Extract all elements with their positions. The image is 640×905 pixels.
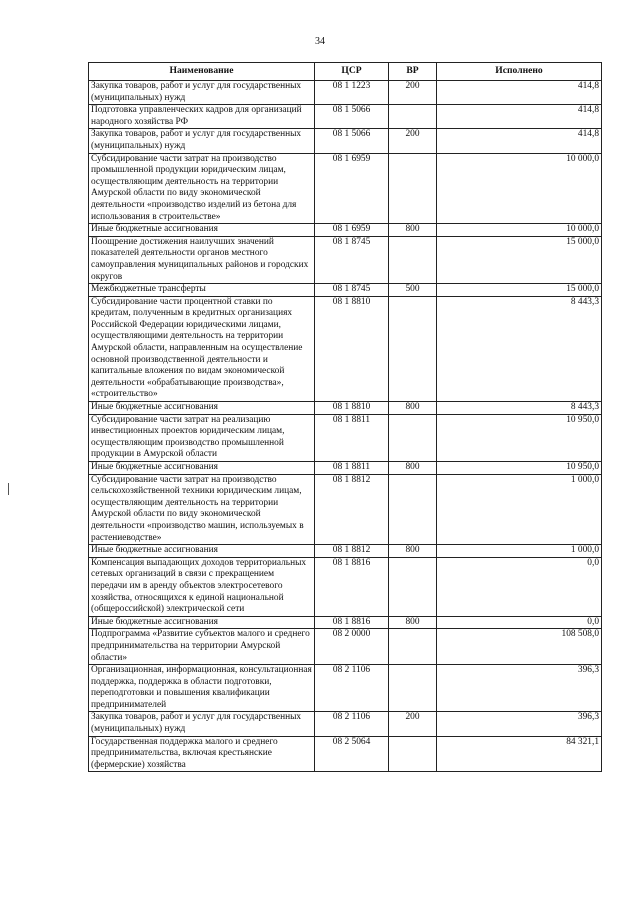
header-name: Наименование [89, 63, 315, 81]
cell-vr: 500 [389, 284, 437, 297]
header-vr: ВР [389, 63, 437, 81]
cell-vr [389, 414, 437, 461]
table-row [89, 462, 602, 475]
cell-name: Закупка товаров, работ и услуг для государственных (муниципальных) нужд [89, 81, 315, 105]
cell-exec: 414,8 [437, 81, 602, 105]
table-row [89, 402, 602, 415]
cell-csr: 08 1 8810 [315, 296, 389, 401]
cell-csr: 08 1 1223 [315, 81, 389, 105]
budget-table [88, 62, 602, 772]
cell-csr: 08 1 8816 [315, 557, 389, 616]
cell-csr: 08 1 8812 [315, 474, 389, 545]
cell-vr: 800 [389, 616, 437, 629]
header-csr: ЦСР [315, 63, 389, 81]
cell-name: Иные бюджетные ассигнования [89, 545, 315, 558]
cell-csr: 08 1 8812 [315, 545, 389, 558]
table-row [89, 557, 602, 616]
cell-exec: 0,0 [437, 616, 602, 629]
cell-exec: 414,8 [437, 105, 602, 129]
cell-exec: 414,8 [437, 129, 602, 153]
cell-vr: 200 [389, 712, 437, 736]
cell-exec: 8 443,3 [437, 296, 602, 401]
cell-vr [389, 629, 437, 665]
cell-name: Иные бюджетные ассигнования [89, 462, 315, 475]
table-row [89, 236, 602, 283]
cell-name: Государственная поддержка малого и среднего предпринимательства, включая крестьянские (фермерские) хозяйства [89, 736, 315, 772]
cell-vr: 800 [389, 402, 437, 415]
table-row [89, 129, 602, 153]
table-row [89, 712, 602, 736]
cell-exec: 108 508,0 [437, 629, 602, 665]
cell-name: Подпрограмма «Развитие субъектов малого и среднего предпринимательства на территории Амурской области» [89, 629, 315, 665]
table-row [89, 616, 602, 629]
cell-vr [389, 474, 437, 545]
cell-csr: 08 1 8816 [315, 616, 389, 629]
cell-vr [389, 665, 437, 712]
cell-name: Иные бюджетные ассигнования [89, 224, 315, 237]
table-row [89, 474, 602, 545]
table-row [89, 81, 602, 105]
cell-csr: 08 1 5066 [315, 105, 389, 129]
cell-name: Организационная, информационная, консультационная поддержка, поддержка в области подготовки, переподготовки и повышения квалификации предпринимателей [89, 665, 315, 712]
table-row [89, 224, 602, 237]
cell-name: Поощрение достижения наилучших значений показателей деятельности органов местного самоуправления муниципальных районов и городских округов [89, 236, 315, 283]
cell-vr [389, 557, 437, 616]
cell-vr [389, 296, 437, 401]
cell-exec: 15 000,0 [437, 284, 602, 297]
cell-name: Закупка товаров, работ и услуг для государственных (муниципальных) нужд [89, 712, 315, 736]
cell-exec: 0,0 [437, 557, 602, 616]
cell-exec: 10 000,0 [437, 224, 602, 237]
cell-vr [389, 736, 437, 772]
cell-exec: 396,3 [437, 712, 602, 736]
cell-name: Иные бюджетные ассигнования [89, 616, 315, 629]
cell-csr: 08 2 1106 [315, 665, 389, 712]
cell-exec: 396,3 [437, 665, 602, 712]
cell-exec: 84 321,1 [437, 736, 602, 772]
cell-csr: 08 1 5066 [315, 129, 389, 153]
cell-exec: 1 000,0 [437, 474, 602, 545]
cell-csr: 08 1 6959 [315, 153, 389, 224]
cell-csr: 08 2 1106 [315, 712, 389, 736]
cell-csr: 08 1 8810 [315, 402, 389, 415]
table-row [89, 296, 602, 401]
cell-vr [389, 153, 437, 224]
cell-exec: 10 000,0 [437, 153, 602, 224]
margin-mark [8, 483, 9, 495]
cell-name: Субсидирование части процентной ставки по кредитам, полученным в кредитных организациях Российской Федерации юридическими лицами, осуществляющими деятельность на территории Амурской области, направленным на осуществление основной производственной деятельности и капитальные вложения по видам экономической деятельности «обрабатывающие производства», «строительство» [89, 296, 315, 401]
cell-exec: 1 000,0 [437, 545, 602, 558]
table-row [89, 105, 602, 129]
table-row [89, 545, 602, 558]
cell-name: Межбюджетные трансферты [89, 284, 315, 297]
table-row [89, 665, 602, 712]
cell-vr: 800 [389, 545, 437, 558]
cell-vr: 200 [389, 129, 437, 153]
cell-name: Закупка товаров, работ и услуг для государственных (муниципальных) нужд [89, 129, 315, 153]
table-row [89, 414, 602, 461]
table-row [89, 736, 602, 772]
cell-vr: 800 [389, 224, 437, 237]
cell-csr: 08 1 8811 [315, 462, 389, 475]
cell-csr: 08 1 8811 [315, 414, 389, 461]
cell-name: Субсидирование части затрат на реализацию инвестиционных проектов юридическим лицам, осуществляющим производство промышленной продукции в Амурской области [89, 414, 315, 461]
cell-vr: 800 [389, 462, 437, 475]
cell-vr: 200 [389, 81, 437, 105]
cell-vr [389, 105, 437, 129]
cell-csr: 08 2 5064 [315, 736, 389, 772]
cell-name: Подготовка управленческих кадров для организаций народного хозяйства РФ [89, 105, 315, 129]
cell-csr: 08 2 0000 [315, 629, 389, 665]
cell-exec: 10 950,0 [437, 414, 602, 461]
table-header-row [89, 63, 602, 81]
cell-csr: 08 1 6959 [315, 224, 389, 237]
header-exec: Исполнено [437, 63, 602, 81]
table-row [89, 284, 602, 297]
cell-name: Субсидирование части затрат на производство промышленной продукции юридическим лицам, осуществляющим деятельность на территории Амурской области по виду экономической деятельности «производство изделий из бетона для использования в строительстве» [89, 153, 315, 224]
cell-exec: 15 000,0 [437, 236, 602, 283]
cell-name: Иные бюджетные ассигнования [89, 402, 315, 415]
cell-name: Субсидирование части затрат на производство сельскохозяйственной техники юридическим лицам, осуществляющим деятельность на территории Амурской области по виду экономической деятельности «производство машин, используемых в растениеводстве» [89, 474, 315, 545]
cell-vr [389, 236, 437, 283]
cell-csr: 08 1 8745 [315, 236, 389, 283]
page-number: 34 [315, 36, 325, 47]
cell-name: Компенсация выпадающих доходов территориальных сетевых организаций в связи с прекращением передачи им в аренду объектов электросетевого хозяйства, относящихся к единой национальной (общероссийской) электрической сети [89, 557, 315, 616]
cell-csr: 08 1 8745 [315, 284, 389, 297]
cell-exec: 8 443,3 [437, 402, 602, 415]
table-row [89, 153, 602, 224]
cell-exec: 10 950,0 [437, 462, 602, 475]
table-row [89, 629, 602, 665]
